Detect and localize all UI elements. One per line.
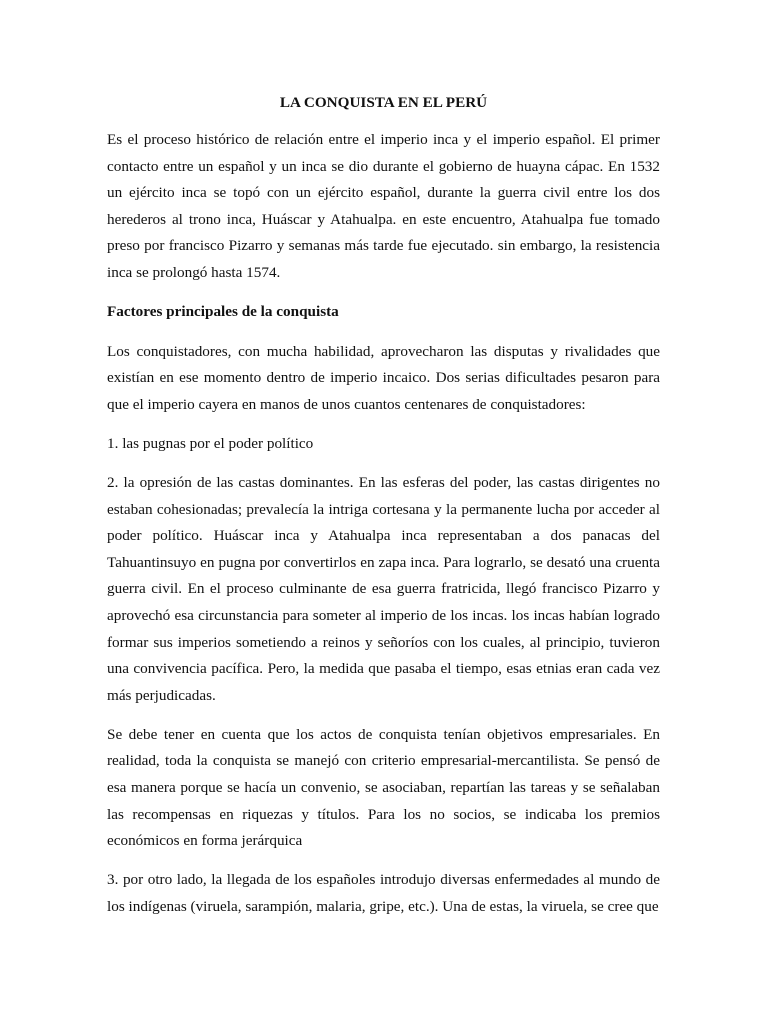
document-title: LA CONQUISTA EN EL PERÚ	[279, 94, 488, 111]
document-body	[107, 90, 660, 921]
list-item-3: 3. por otro lado, la llegada de los españoles introdujo diversas enfermedades al mundo de los indígenas (viruela, sarampión, malaria, gripe, etc.). Una de estas, la viruela, se cree que	[107, 871, 660, 915]
list-item-1: 1. las pugnas por el poder político	[107, 434, 314, 452]
list-item-2: 2. la opresión de las castas dominantes. En las esferas del poder, las castas dirigentes no estaban cohesionadas; prevalecía la intriga cortesana y la permanente lucha por acceder al poder político. Huáscar inca y Atahualpa inca representaban a dos panacas del Tahuantinsuyo en pugna por convertirlos en zapa inca. Para lograrlo, se desató una cruenta guerra civil. En el proceso culminante de esa guerra fratricida, llegó francisco Pizarro y aprovechó esa circunstancia para someter al imperio de los incas. los incas habían logrado formar sus imperios sometiendo a reinos y señoríos con los cuales, al principio, tuvieron una convivencia pacífica. Pero, la medida que pasaba el tiempo, esas etnias eran cada vez más perjudicadas.	[107, 474, 660, 704]
paragraph-business: Se debe tener en cuenta que los actos de conquista tenían objetivos empresariales. En realidad, toda la conquista se manejó con criterio empresarial-mercantilista. Se pensó de esa manera porque se hacía un convenio, se asociaban, repartían las tareas y se señalaban las recompensas en riquezas y títulos. Para los no socios, se indicaba los premios económicos en forma jerárquica	[107, 725, 660, 850]
paragraph-intro: Es el proceso histórico de relación entre el imperio inca y el imperio español. El primer contacto entre un español y un inca se dio durante el gobierno de huayna cápac. En 1532 un ejército inca se topó con un ejército español, durante la guerra civil entre los dos herederos al trono inca, Huáscar y Atahualpa. en este encuentro, Atahualpa fue tomado preso por francisco Pizarro y semanas más tarde fue ejecutado. sin embargo, la resistencia inca se prolongó hasta 1574.	[107, 131, 660, 281]
paragraph-factors: Los conquistadores, con mucha habilidad, aprovecharon las disputas y rivalidades que existían en ese momento dentro de imperio incaico. Dos serias dificultades pesaron para que el imperio cayera en manos de unos cuantos centenares de conquistadores:	[107, 342, 660, 413]
section-heading: Factores principales de la conquista	[107, 303, 339, 321]
